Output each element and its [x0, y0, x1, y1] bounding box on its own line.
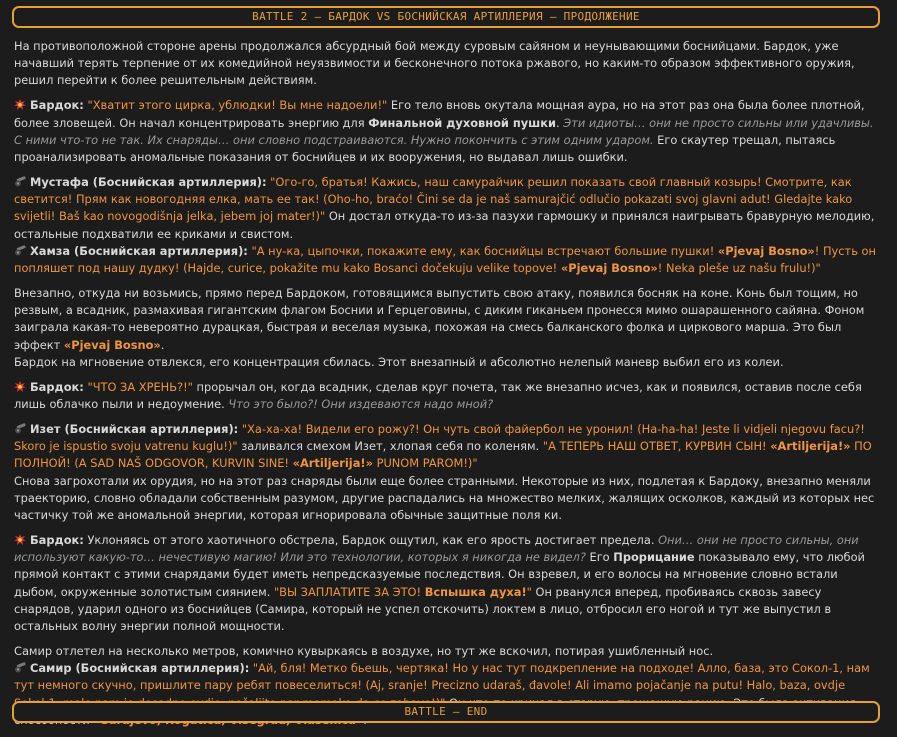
cannon-icon	[14, 176, 26, 187]
speaker-name: Бардок:	[30, 98, 84, 113]
narration-paragraph: На противоположной стороне арены продолжался абсурдный бой между суровым сайяном и неунывающими боснийцами. Бардок, уже начавший терять терпение от их комедийной неуязвимости и бесконечного потока ржавого, но каким-то образом эффективного оружия, решил перейти к более решительным действиям.	[14, 39, 855, 88]
dialogue-izet: Изет (Боснийская артиллерия): "Ха-ха-ха! Видели его рожу?! Он чуть свой файербол не уронил! (Ha-ha-ha! Jeste li vidjeli njegovu facu?! Skoro je ispustio svoju vatrenu kuglu!)" заливался смехом Изет, хлопая себя по коленям. "А ТЕПЕРЬ НАШ ОТВЕТ, КУРВИН СЫН! «Artiljerija!» ПО ПОЛНОЙ! (A SAD NAŠ ODGOVOR, KURVIN SINE! «Artiljerija!» PUNOM PAROM!)" Снова загрохотали их орудия, но на этот раз снаряды были еще более странными. Некоторые из них, подлетая к Бардоку, внезапно меняли траекторию, словно обладали собственным разумом, другие распадались на множество мелких, жалящих осколков, каждый из которых нес частичку той же аномальной энергии, которая игнорировала обычные защитные поля ки.	[14, 422, 875, 523]
inner-thought: Эти идиоты… они не просто сильны или удачливы. С ними что-то не так. Их снаряды… они словно подстраиваются. Нужно покончить с этим одним ударом.	[14, 115, 874, 147]
quote: "Ого-го, братья! Кажись, наш самурайчик решил показать свой главный козырь! Смотрите, как светится! Прям как новогодняя елка, мать ее так! (Oho-ho, braćo! Čini se da je naš samurajčić odlučio pokazati svoj glavni adut! Gledajte kako svijetli! Baš kao novogodišnja jelka, jebem joj mater!)"	[14, 175, 853, 224]
dialogue-samir: Самир отлетел на несколько метров, комично кувыркаясь в воздухе, но тут же вскочил, потирая ушибленный нос. Самир (Боснийская артиллерия): "Ай, бля! Метко бьешь, чертяка! Но у нас тут подкрепление на подходе! Алло, база, это Сокол-1, нам тут немного скучно, пришлите пару ребят повеселиться! (Aj, sranje! Precizno udaraš, đavole! Ali imamo pojačanje na putu! Halo, baza, ovdje	[14, 643, 880, 729]
dialogue-bardock-3: Бардок: Уклоняясь от этого хаотичного обстрела, Бардок ощутил, как его ярость достигает предела. Они… они не просто сильны, они используют какую-то… нечестивую магию! Или это технологии, которых я никогда не видел? Его Прорицание показывало ему, что любой прямой контакт с этими снарядами будет иметь непредсказуемые последствия. Он взревел, и его волосы на мгновение словно встали дыбом, окруженные золотистым сиянием. "ВЫ ЗАПЛАТИТЕ ЗА ЭТО! Вспышка духа!" Он рванулся вперед, пробиваясь сквозь завесу снарядов, ударил одного из боснийцев (Самира, который не успел отскочить) локтем в лицо, отбросил его ногой и тут же выпустил в остальных волну энергии полной мощности.	[14, 533, 865, 634]
cannon-icon	[14, 245, 26, 256]
quote: "Ай, бля! Метко бьешь, чертяка! Но у нас тут подкрепление на подходе! Алло, база, это Сокол-1, нам тут немного скучно, пришлите пару ребят повеселиться! (Aj, sranje! Precizno udaraš, đavole! Ali imamo pojačanje na putu! Halo, baza, ovdje	[14, 661, 870, 693]
cannon-icon	[14, 662, 26, 673]
quote: "А ТЕПЕРЬ НАШ ОТВЕТ, КУРВИН СЫН! «Artiljerija!» ПО ПОЛНОЙ! (A SAD NAŠ ODGOVOR, KURVIN SINE! «Artiljerija!» PUNOM PAROM!)"	[14, 439, 872, 471]
battle-header-title: BATTLE 2 – БАРДОК VS БОСНИЙСКАЯ АРТИЛЛЕРИЯ – ПРОДОЛЖЕНИЕ	[252, 10, 640, 24]
explosion-icon	[14, 99, 26, 110]
battle-footer-title: BATTLE – END	[404, 705, 488, 719]
cannon-icon	[14, 423, 26, 434]
quote: "Хватит этого цирка, ублюдки! Вы мне надоели!"	[87, 98, 388, 113]
quote: "ВЫ ЗАПЛАТИТЕ ЗА ЭТО! Вспышка духа!"	[273, 584, 532, 599]
explosion-icon	[14, 381, 26, 392]
inner-thought: Что это было?! Они издеваются надо мной?	[228, 397, 494, 412]
effect-name: «Pjevaj Bosno»	[63, 337, 161, 352]
speaker-name: Самир (Боснийская артиллерия):	[30, 661, 250, 676]
speaker-name: Хамза (Боснийская артиллерия):	[30, 243, 248, 258]
dialogue-bardock-1: Бардок: "Хватит этого цирка, ублюдки! Вы мне надоели!" Его тело вновь окутала мощная аура, но на этот раз она была более плотной, более зловещей. Он начал концентрировать энергию для Финальной духовной пушки. Эти идиоты… они не просто сильны или удачливы. С ними что-то не так. Их снаряды… они словно подстраиваются. Нужно покончить с этим одним ударом. Его скаутер трещал, пытаясь проанализировать аномальные показания от боснийцев и их вооружения, но выдавал лишь ошибки.	[14, 98, 874, 165]
technique-name: Финальной духовной пушки	[368, 115, 556, 130]
quote: "А ну-ка, цыпочки, покажите ему, как боснийцы встречают большие пушки! «Pjevaj Bosno»! Пусть он попляшет под нашу дудку! (Hajde, curice, pokažite mu kako Bosanci dočekuju velike topove! «Pjevaj Bosno»! Neka pleše uz našu frulu!)"	[14, 243, 876, 276]
battle-footer-banner	[12, 701, 880, 723]
speaker-name: Бардок:	[30, 379, 84, 394]
battle-log	[14, 38, 880, 737]
technique-name: Прорицание	[613, 550, 695, 565]
quote: "Ха-ха-ха! Видели его рожу?! Он чуть свой файербол не уронил! (Ha-ha-ha! Jeste li vidjeli njegovu facu?! Skoro je ispustio svoju vatrenu kuglu!)"	[14, 422, 865, 454]
dialogue-mustafa-hamza: Мустафа (Боснийская артиллерия): "Ого-го, братья! Кажись, наш самурайчик решил показать свой главный козырь! Смотрите, как светится! Прям как новогодняя елка, мать ее так! (Oho-ho, braćo! Čini se da je naš samurajčić odlučio pokazati svoj glavni adut! Gledajte kako svijetli! Baš kao novogodišnja jelka, jebem joj mater!)" Он достал откуда-то из-за пазухи гармошку и принялся наигрывать бравурную мелодию, остальные подхватили ее криками и свистом. Хамза (Боснийская артиллерия): "А ну-ка, цыпочки, покажите ему, как боснийцы встречают большие пушки! «Pjevaj Bosno»! Пусть он попляшет под нашу дудку! (Hajde, curice, pokažite mu kako Bosanci dočekuju velike topove! «Pjevaj Bosno»! Neka pleše uz našu frulu!)"	[14, 175, 876, 276]
quote: "ЧТО ЗА ХРЕНЬ?!"	[87, 379, 193, 394]
inner-thought: Они… они не просто сильны, они используют какую-то… нечестивую магию! Или это технологии, которых я никогда не видел?	[14, 533, 859, 565]
speaker-name: Мустафа (Боснийская артиллерия):	[30, 175, 267, 190]
narration-paragraph: Внезапно, откуда ни возьмись, прямо перед Бардоком, готовящимся выпустить свою атаку, появился босняк на коне. Конь был тощим, но резвым, а всадник, размахивая гигантским флагом Боснии и Герцеговины, с диким гиканьем пронесся мимо ошарашенного сайяна. Фоном заиграла какая-то невероятно дурацкая, быстрая и веселая музыка, похожая на смесь балканского фолка и циркового марша. Это был эффект «Pjevaj Bosno». Бардок на мгновение отвлекся, его концентрация сбилась. Этот внезапный и абсолютно нелепый маневр выбил его из колеи.	[14, 286, 865, 369]
explosion-icon	[14, 534, 26, 545]
dialogue-bardock-2: Бардок: "ЧТО ЗА ХРЕНЬ?!" прорычал он, когда всадник, сделав круг почета, так же внезапно исчез, как и появился, оставив после себя лишь облачко пыли и недоумение. Что это было?! Они издеваются надо мной?	[14, 379, 862, 412]
battle-header-banner	[12, 6, 880, 28]
speaker-name: Изет (Боснийская артиллерия):	[30, 422, 239, 437]
speaker-name: Бардок:	[30, 533, 84, 548]
